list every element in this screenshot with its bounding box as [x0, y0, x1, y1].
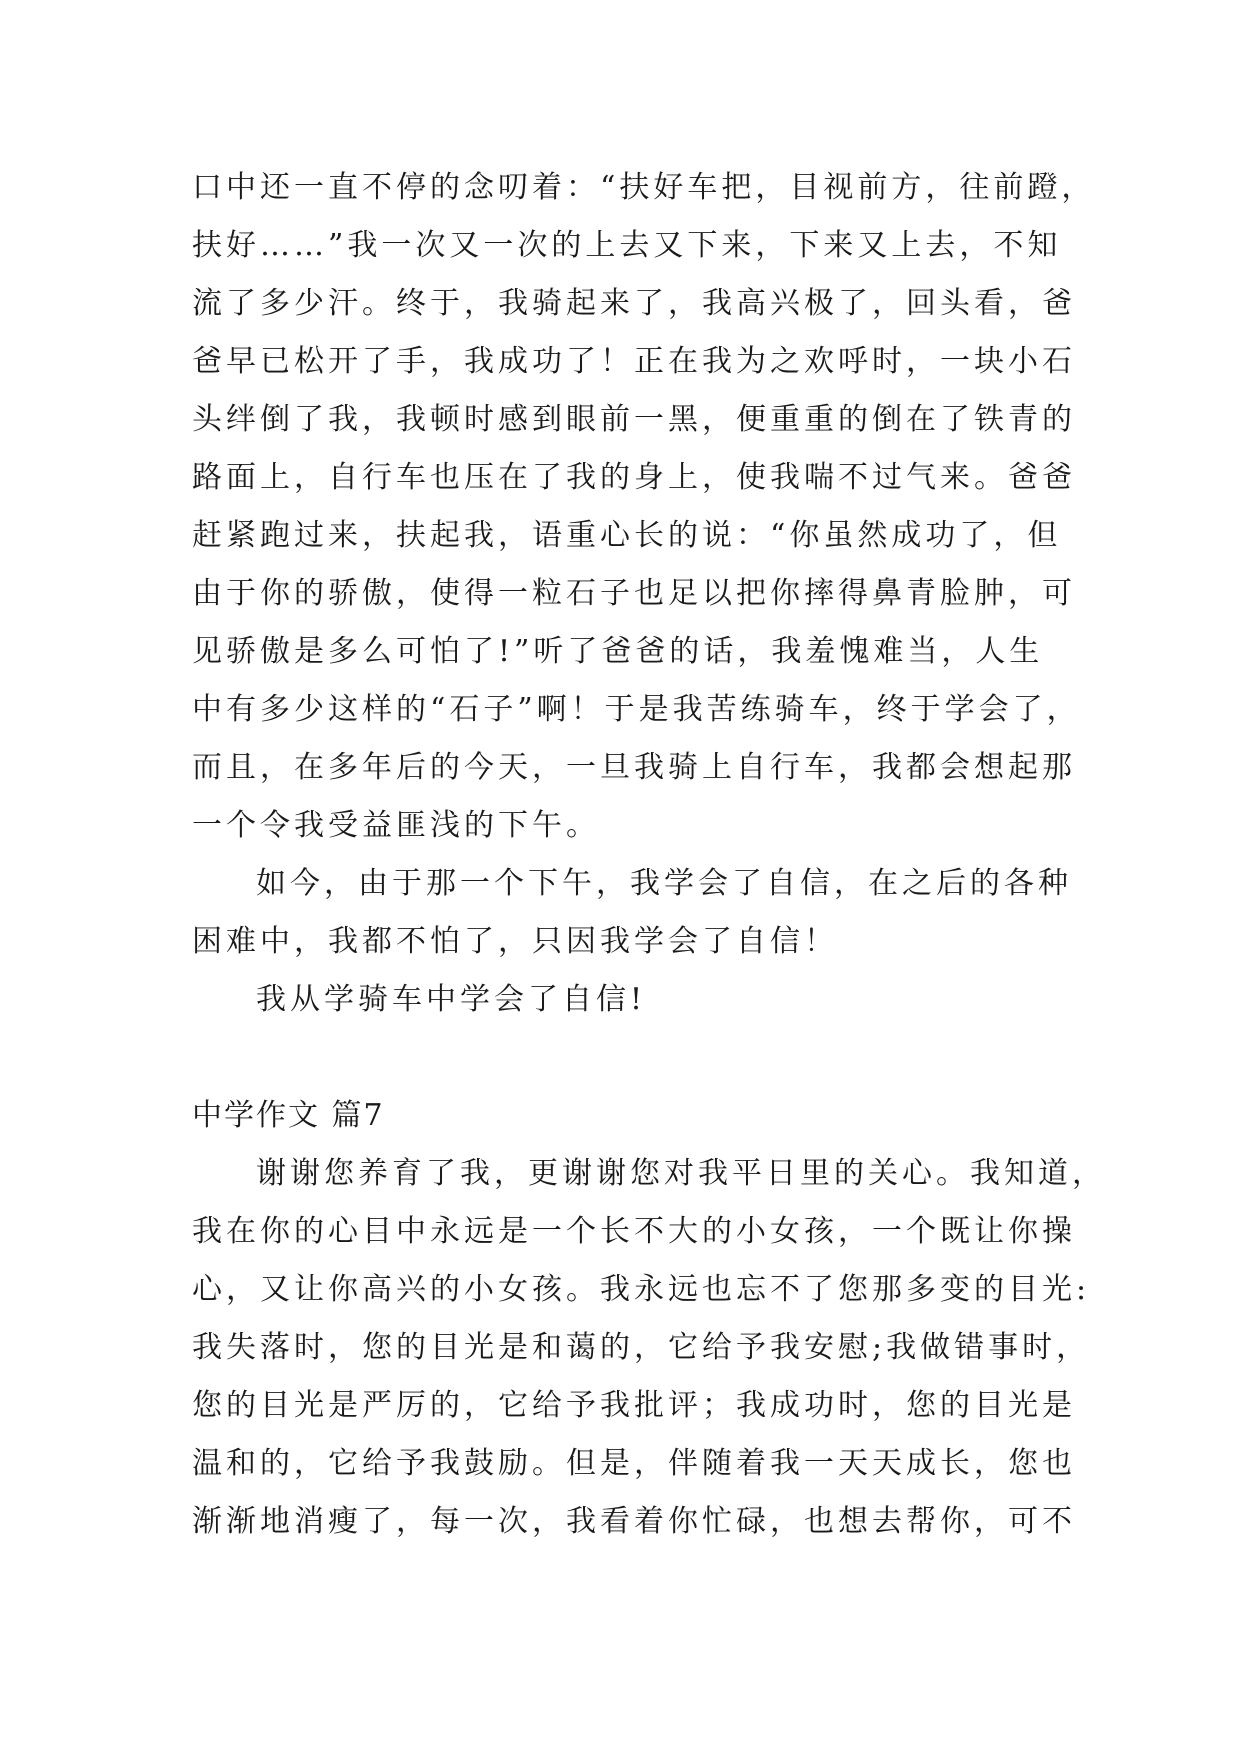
paragraph-line: 我失落时，您的目光是和蔼的，它给予我安慰;我做错事时，: [192, 1330, 1091, 1365]
section-heading: 中学作文 篇7: [192, 1098, 385, 1133]
paragraph-line: 渐渐地消瘦了，每一次，我看着你忙碌，也想去帮你，可不: [192, 1504, 1076, 1539]
paragraph-line: 流了多少汗。终于，我骑起来了，我高兴极了，回头看，爸: [192, 286, 1076, 321]
paragraph-line: 如今，由于那一个下午，我学会了自信，在之后的各种: [256, 866, 1072, 901]
paragraph-line: 温和的，它给予我鼓励。但是，伴随着我一天天成长，您也: [192, 1446, 1076, 1481]
paragraph-line: 我从学骑车中学会了自信!: [256, 982, 647, 1017]
paragraph-line: 一个令我受益匪浅的下午。: [192, 808, 600, 843]
paragraph-line: 头绊倒了我，我顿时感到眼前一黑，便重重的倒在了铁青的: [192, 402, 1076, 437]
paragraph-line: 爸早已松开了手，我成功了！正在我为之欢呼时，一块小石: [192, 344, 1076, 379]
paragraph-line: 而且，在多年后的今天，一旦我骑上自行车，我都会想起那: [192, 750, 1076, 785]
paragraph-line: 见骄傲是多么可怕了!”听了爸爸的话，我羞愧难当，人生: [192, 634, 1044, 669]
paragraph-line: 我在你的心目中永远是一个长不大的小女孩，一个既让你操: [192, 1214, 1076, 1249]
paragraph-line: 您的目光是严厉的，它给予我批评；我成功时，您的目光是: [192, 1388, 1076, 1423]
paragraph-line: 口中还一直不停的念叨着：“扶好车把，目视前方，往前蹬，: [192, 170, 1096, 205]
paragraph-line: 扶好……”我一次又一次的上去又下来，下来又上去，不知: [192, 228, 1062, 263]
paragraph-line: 路面上，自行车也压在了我的身上，使我喘不过气来。爸爸: [192, 460, 1076, 495]
paragraph-line: 困难中，我都不怕了，只因我学会了自信！: [192, 924, 838, 959]
paragraph-line: 心，又让你高兴的小女孩。我永远也忘不了您那多变的目光:: [192, 1272, 1091, 1307]
paragraph-line: 谢谢您养育了我，更谢谢您对我平日里的关心。我知道，: [256, 1156, 1106, 1191]
paragraph-line: 中有多少这样的“石子”啊！于是我苦练骑车，终于学会了，: [192, 692, 1081, 727]
paragraph-line: 由于你的骄傲，使得一粒石子也足以把你摔得鼻青脸肿，可: [192, 576, 1076, 611]
paragraph-line: 赶紧跑过来，扶起我，语重心长的说：“你虽然成功了，但: [192, 518, 1062, 553]
